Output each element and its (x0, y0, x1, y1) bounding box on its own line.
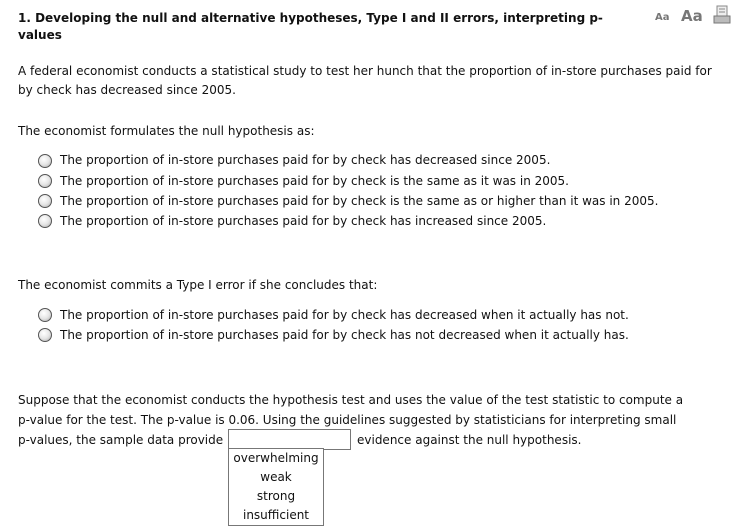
evidence-dropdown[interactable] (228, 429, 351, 450)
null-option-4-radio[interactable] (38, 214, 52, 228)
null-option-3-label[interactable]: The proportion of in-store purchases paid for by check is the same as or higher than it was in 2005. (60, 194, 659, 208)
dropdown-option-weak[interactable]: weak (260, 470, 292, 484)
null-option-2-radio[interactable] (38, 174, 52, 188)
type1-option-1-label[interactable]: The proportion of in-store purchases paid for by check has decreased when it actually has not. (60, 308, 629, 322)
dropdown-option-strong[interactable]: strong (256, 489, 296, 503)
null-option-4-label[interactable]: The proportion of in-store purchases paid for by check has increased since 2005. (60, 214, 547, 228)
null-option-3-radio[interactable] (38, 194, 52, 208)
pvalue-line3-before: p-values, the sample data provide (18, 433, 224, 447)
intro-line1: A federal economist conducts a statistical study to test her hunch that the proportion of in-store purchases paid for (18, 64, 712, 78)
type1-option-1-radio[interactable] (38, 308, 52, 322)
dropdown-option-insufficient[interactable]: insufficient (242, 508, 310, 522)
large-font-button[interactable]: Aa (681, 7, 703, 25)
pvalue-line3-after: evidence against the null hypothesis. (357, 433, 582, 447)
null-option-1-label[interactable]: The proportion of in-store purchases paid for by check has decreased since 2005. (60, 153, 551, 167)
question-title-line1: 1. Developing the null and alternative hypotheses, Type I and II errors, interpreting p- (18, 11, 603, 25)
null-option-1-radio[interactable] (38, 154, 52, 168)
small-font-button[interactable]: Aa (655, 12, 670, 23)
null-option-2-label[interactable]: The proportion of in-store purchases paid for by check is the same as it was in 2005. (60, 174, 569, 188)
type1-option-2-label[interactable]: The proportion of in-store purchases paid for by check has not decreased when it actually has. (60, 328, 629, 342)
pvalue-line2: p-value for the test. The p-value is 0.06. Using the guidelines suggested by statisticians for interpreting small (18, 413, 677, 427)
evidence-dropdown-list (228, 448, 324, 526)
pvalue-line1: Suppose that the economist conducts the hypothesis test and uses the value of the test statistic to compute a (18, 393, 684, 407)
type1-option-2-radio[interactable] (38, 328, 52, 342)
type1-prompt: The economist commits a Type I error if she concludes that: (18, 278, 378, 292)
null-hypothesis-prompt: The economist formulates the null hypothesis as: (18, 124, 315, 138)
intro-line2: by check has decreased since 2005. (18, 83, 236, 97)
printer-icon[interactable] (713, 5, 731, 25)
dropdown-option-overwhelming[interactable]: overwhelming (233, 451, 319, 465)
question-title-line2: values (18, 28, 62, 42)
